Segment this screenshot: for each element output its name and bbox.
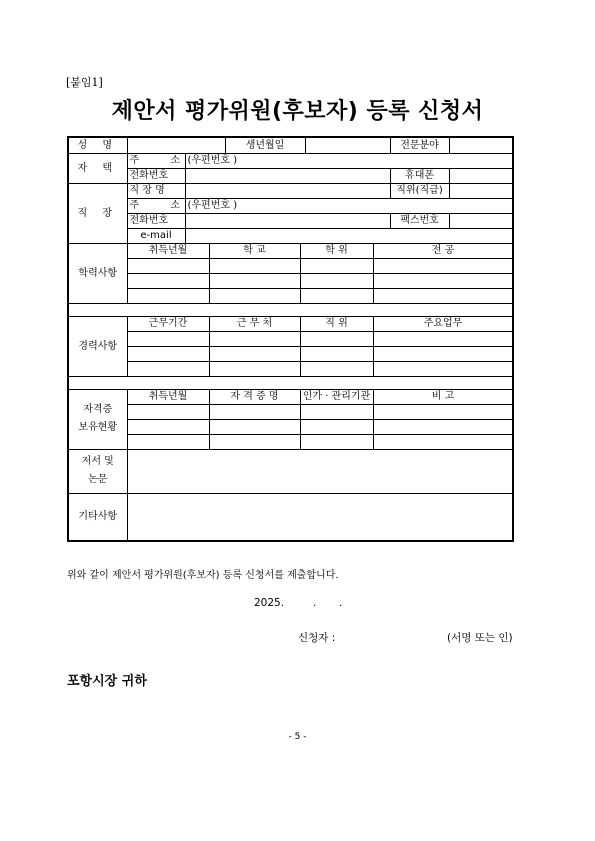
license-cell[interactable]	[300, 404, 373, 419]
license-cell[interactable]	[300, 419, 373, 434]
field-field[interactable]	[449, 137, 513, 153]
section-gap	[68, 303, 513, 316]
writings-label-line2: 논문	[88, 474, 108, 485]
date-month-dot: .	[313, 597, 317, 609]
work-address-field[interactable]	[185, 198, 513, 213]
license-header: 취득년월	[127, 389, 209, 404]
education-cell[interactable]	[373, 288, 513, 303]
home-label: 자 택	[68, 153, 127, 183]
page-title: 제안서 평가위원(후보자) 등록 신청서	[111, 99, 484, 124]
career-label: 경력사항	[68, 316, 127, 376]
date-day-dot: .	[339, 597, 343, 609]
position-label: 직위(직급)	[390, 183, 449, 198]
education-cell[interactable]	[300, 273, 373, 288]
registration-form-table	[67, 136, 514, 542]
company-field[interactable]	[185, 183, 390, 198]
license-cell[interactable]	[300, 434, 373, 449]
education-cell[interactable]	[300, 258, 373, 273]
career-header: 근 무 처	[209, 316, 300, 331]
work-phone-field[interactable]	[185, 213, 390, 228]
submission-statement: 위와 같이 제안서 평가위원(후보자) 등록 신청서를 제출합니다.	[67, 570, 339, 581]
education-label: 학력사항	[68, 243, 127, 303]
home-address-label: 주 소	[127, 153, 185, 168]
license-label	[68, 389, 127, 449]
license-cell[interactable]	[209, 404, 300, 419]
career-cell[interactable]	[209, 346, 300, 361]
education-cell[interactable]	[300, 288, 373, 303]
position-field[interactable]	[449, 183, 513, 198]
fax-field[interactable]	[449, 213, 513, 228]
career-cell[interactable]	[373, 361, 513, 376]
career-header: 주요업무	[373, 316, 513, 331]
education-cell[interactable]	[127, 273, 209, 288]
name-label: 성 명	[68, 137, 127, 153]
recipient: 포항시장 귀하	[67, 674, 147, 689]
page-number: - 5 -	[288, 732, 307, 742]
education-cell[interactable]	[127, 258, 209, 273]
attachment-label: [붙임1]	[66, 76, 103, 89]
career-header: 근무기간	[127, 316, 209, 331]
writings-label	[68, 449, 127, 493]
work-postal-label: (우편번호 )	[187, 200, 238, 211]
writings-field[interactable]	[127, 449, 513, 493]
home-phone-field[interactable]	[185, 168, 390, 183]
education-cell[interactable]	[373, 258, 513, 273]
license-cell[interactable]	[127, 434, 209, 449]
email-field[interactable]	[185, 228, 513, 243]
company-label: 직 장 명	[127, 183, 185, 198]
education-header: 취득년월	[127, 243, 209, 258]
home-address-field[interactable]	[185, 153, 513, 168]
section-gap	[68, 376, 513, 389]
etc-label: 기타사항	[68, 493, 127, 541]
work-label: 직 장	[68, 183, 127, 243]
career-cell[interactable]	[127, 331, 209, 346]
home-postal-label: (우편번호 )	[187, 155, 238, 166]
home-phone-label: 전화번호	[127, 168, 185, 183]
birth-label: 생년월일	[225, 137, 305, 153]
career-cell[interactable]	[300, 331, 373, 346]
career-cell[interactable]	[373, 346, 513, 361]
career-cell[interactable]	[127, 346, 209, 361]
education-header: 전 공	[373, 243, 513, 258]
career-cell[interactable]	[373, 331, 513, 346]
email-label: e-mail	[127, 228, 185, 243]
mobile-field[interactable]	[449, 168, 513, 183]
work-phone-label: 전화번호	[127, 213, 185, 228]
education-cell[interactable]	[209, 258, 300, 273]
education-cell[interactable]	[373, 273, 513, 288]
writings-label-line1: 저서 및	[81, 456, 114, 467]
license-cell[interactable]	[127, 419, 209, 434]
license-cell[interactable]	[373, 404, 513, 419]
name-field[interactable]	[127, 137, 225, 153]
license-cell[interactable]	[373, 419, 513, 434]
career-cell[interactable]	[127, 361, 209, 376]
license-header: 비 고	[373, 389, 513, 404]
career-cell[interactable]	[209, 361, 300, 376]
education-cell[interactable]	[127, 288, 209, 303]
date-year: 2025.	[254, 597, 285, 609]
career-cell[interactable]	[300, 346, 373, 361]
applicant-label: 신청자 :	[298, 632, 336, 644]
career-cell[interactable]	[300, 361, 373, 376]
career-cell[interactable]	[209, 331, 300, 346]
education-cell[interactable]	[209, 288, 300, 303]
license-header: 인가 · 관리기관	[300, 389, 373, 404]
education-header: 학 교	[209, 243, 300, 258]
birth-field[interactable]	[305, 137, 390, 153]
signature-label: (서명 또는 인)	[447, 632, 513, 644]
field-label: 전문분야	[390, 137, 449, 153]
license-cell[interactable]	[373, 434, 513, 449]
license-cell[interactable]	[209, 434, 300, 449]
etc-field[interactable]	[127, 493, 513, 541]
education-header: 학 위	[300, 243, 373, 258]
career-header: 직 위	[300, 316, 373, 331]
license-label-line2: 보유현황	[78, 422, 118, 433]
work-address-label: 주 소	[127, 198, 185, 213]
license-cell[interactable]	[127, 404, 209, 419]
license-header: 자 격 증 명	[209, 389, 300, 404]
license-label-line1: 자격증	[83, 404, 113, 415]
license-cell[interactable]	[209, 419, 300, 434]
education-cell[interactable]	[209, 273, 300, 288]
mobile-label: 휴대폰	[390, 168, 449, 183]
fax-label: 팩스번호	[390, 213, 449, 228]
